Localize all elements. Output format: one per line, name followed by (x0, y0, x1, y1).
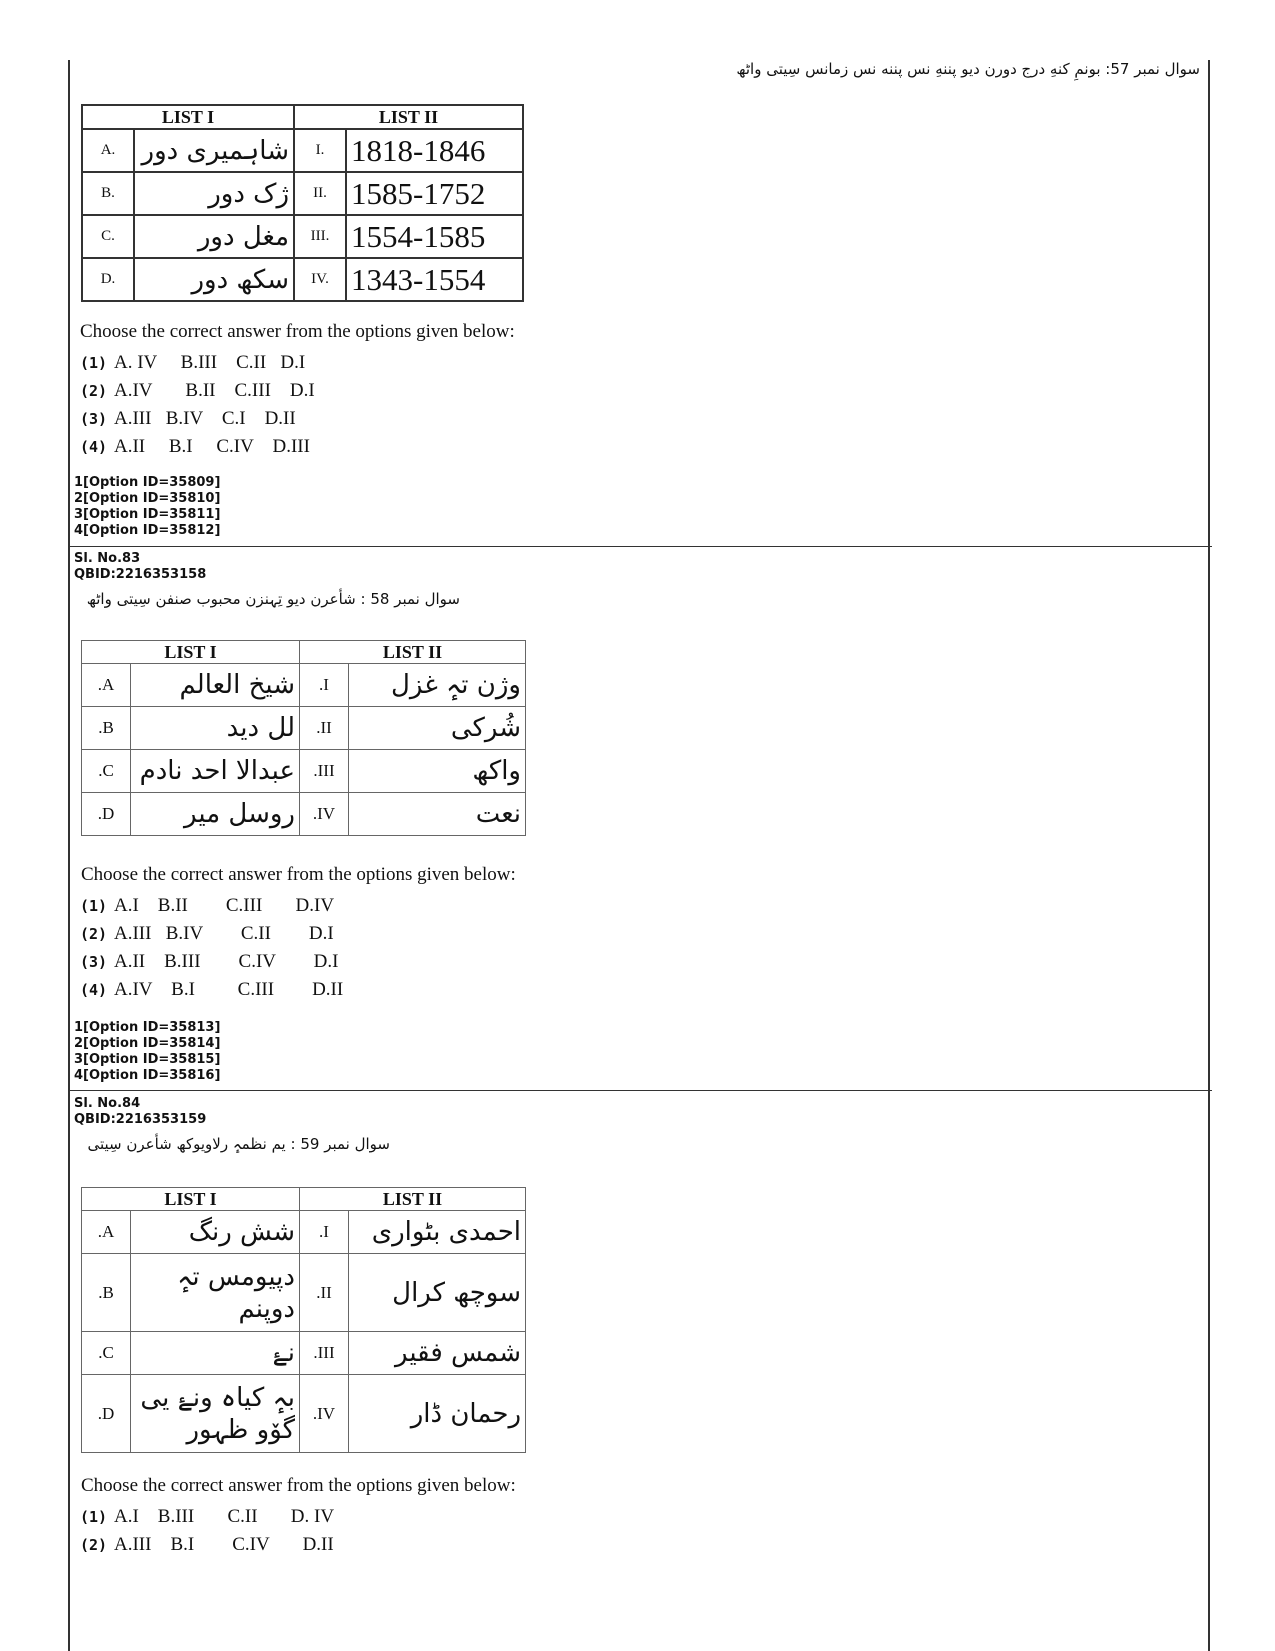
row-label: A. (82, 129, 134, 172)
list-i-header: LIST I (82, 105, 294, 129)
list-i-header: LIST I (82, 641, 300, 664)
list-ii-header: LIST II (300, 1188, 526, 1211)
serial-number: Sl. No.84 (74, 1096, 141, 1111)
row-label: .IV (300, 1375, 349, 1453)
row-label: .B (82, 707, 131, 750)
option-1: (1) A.I B.III C.II D. IV (80, 1506, 335, 1527)
row-label: .II (300, 1254, 349, 1332)
divider-83 (70, 546, 1212, 547)
row-label: .III (300, 1332, 349, 1375)
left-border (68, 60, 70, 1651)
option-1: (1) A.I B.II C.III D.IV (80, 895, 335, 916)
list-i-item: سکھ دور (134, 258, 294, 301)
list-ii-item: احمدی بٹواری (349, 1211, 526, 1254)
row-label: .D (82, 1375, 131, 1453)
option-4: (4) A.IV B.I C.III D.II (80, 979, 344, 1000)
list-i-item: ژک دور (134, 172, 294, 215)
row-label: .IV (300, 793, 349, 836)
row-label: .B (82, 1254, 131, 1332)
option-2: (2) A.III B.IV C.II D.I (80, 923, 334, 944)
row-label: .A (82, 664, 131, 707)
row-label: .III (300, 750, 349, 793)
option-id: 1[Option ID=35813] (74, 1020, 221, 1035)
list-ii-item: 1585-1752 (346, 172, 523, 215)
option-3: (3) A.II B.III C.IV D.I (80, 951, 339, 972)
row-label: II. (294, 172, 346, 215)
list-ii-header: LIST II (294, 105, 523, 129)
row-label: .C (82, 1332, 131, 1375)
list-i-item: لل دید (131, 707, 300, 750)
list-ii-item: سوچھ کرال (349, 1254, 526, 1332)
question-57-text: سوال نمبر 57: بونمِ کنهِ درج دورن دیو پننهِ نس پننه نس زمانس سِیتی واٹھ (736, 60, 1200, 78)
match-table-57 (81, 104, 524, 302)
option-id: 1[Option ID=35809] (74, 475, 221, 490)
list-ii-item: رحمان ڈار (349, 1375, 526, 1453)
serial-number: Sl. No.83 (74, 551, 141, 566)
option-id: 2[Option ID=35814] (74, 1036, 221, 1051)
list-ii-item: شُرکی (349, 707, 526, 750)
option-id: 3[Option ID=35815] (74, 1052, 221, 1067)
options-list-59 (80, 1503, 334, 1559)
row-label: .I (300, 664, 349, 707)
list-i-item: عبدالا احد نادم (131, 750, 300, 793)
option-1: (1) A. IV B.III C.II D.I (80, 352, 306, 373)
list-ii-item: نعت (349, 793, 526, 836)
question-59-text: سوال نمبر 59 : یم نظمہٕ رلاویوکھ شأعرن سِیتی (87, 1135, 390, 1153)
option-ids-58 (74, 1020, 220, 1084)
list-ii-item: 1554-1585 (346, 215, 523, 258)
list-i-header: LIST I (82, 1188, 300, 1211)
match-table-58 (81, 640, 526, 836)
list-ii-header: LIST II (300, 641, 526, 664)
qbid: QBID:2216353159 (74, 1112, 207, 1127)
list-ii-item: وژن تہٕ غزل (349, 664, 526, 707)
options-list-57 (80, 349, 315, 461)
list-i-item: روسل میر (131, 793, 300, 836)
divider-84 (70, 1090, 1212, 1091)
option-id: 3[Option ID=35811] (74, 507, 221, 522)
list-ii-item: واکھ (349, 750, 526, 793)
row-label: IV. (294, 258, 346, 301)
option-2: (2) A.III B.I C.IV D.II (80, 1534, 334, 1555)
options-list-58 (80, 892, 343, 1004)
row-label: C. (82, 215, 134, 258)
list-i-item: دپیومس تہٕ دوپنم (131, 1254, 300, 1332)
row-label: .D (82, 793, 131, 836)
choose-instruction: Choose the correct answer from the options given below: (80, 321, 515, 342)
option-id: 4[Option ID=35812] (74, 523, 221, 538)
match-table-59 (81, 1187, 526, 1453)
option-ids-57 (74, 475, 220, 539)
option-id: 2[Option ID=35810] (74, 491, 221, 506)
option-3: (3) A.III B.IV C.I D.II (80, 408, 296, 429)
qbid: QBID:2216353158 (74, 567, 207, 582)
list-i-item: شاہمیری دور (134, 129, 294, 172)
row-label: I. (294, 129, 346, 172)
list-i-item: شش رنگ (131, 1211, 300, 1254)
question-58-text: سوال نمبر 58 : شأعرن دیو تِہنزن محبوب صنفن سِیتی واٹھ (86, 590, 460, 608)
list-i-item: بہٕ کیاہ ونۓ یی گۆو ظہور (131, 1375, 300, 1453)
row-label: .II (300, 707, 349, 750)
option-2: (2) A.IV B.II C.III D.I (80, 380, 315, 401)
row-label: .I (300, 1211, 349, 1254)
choose-instruction: Choose the correct answer from the options given below: (81, 1475, 516, 1496)
row-label: B. (82, 172, 134, 215)
list-i-item: مغل دور (134, 215, 294, 258)
row-label: III. (294, 215, 346, 258)
list-i-item: نۓ (131, 1332, 300, 1375)
row-label: .C (82, 750, 131, 793)
choose-instruction: Choose the correct answer from the options given below: (81, 864, 516, 885)
option-4: (4) A.II B.I C.IV D.III (80, 436, 310, 457)
row-label: D. (82, 258, 134, 301)
list-ii-item: 1343-1554 (346, 258, 523, 301)
right-border (1208, 60, 1210, 1651)
list-ii-item: شمس فقیر (349, 1332, 526, 1375)
option-id: 4[Option ID=35816] (74, 1068, 221, 1083)
list-i-item: شیخ العالم (131, 664, 300, 707)
row-label: .A (82, 1211, 131, 1254)
list-ii-item: 1818-1846 (346, 129, 523, 172)
